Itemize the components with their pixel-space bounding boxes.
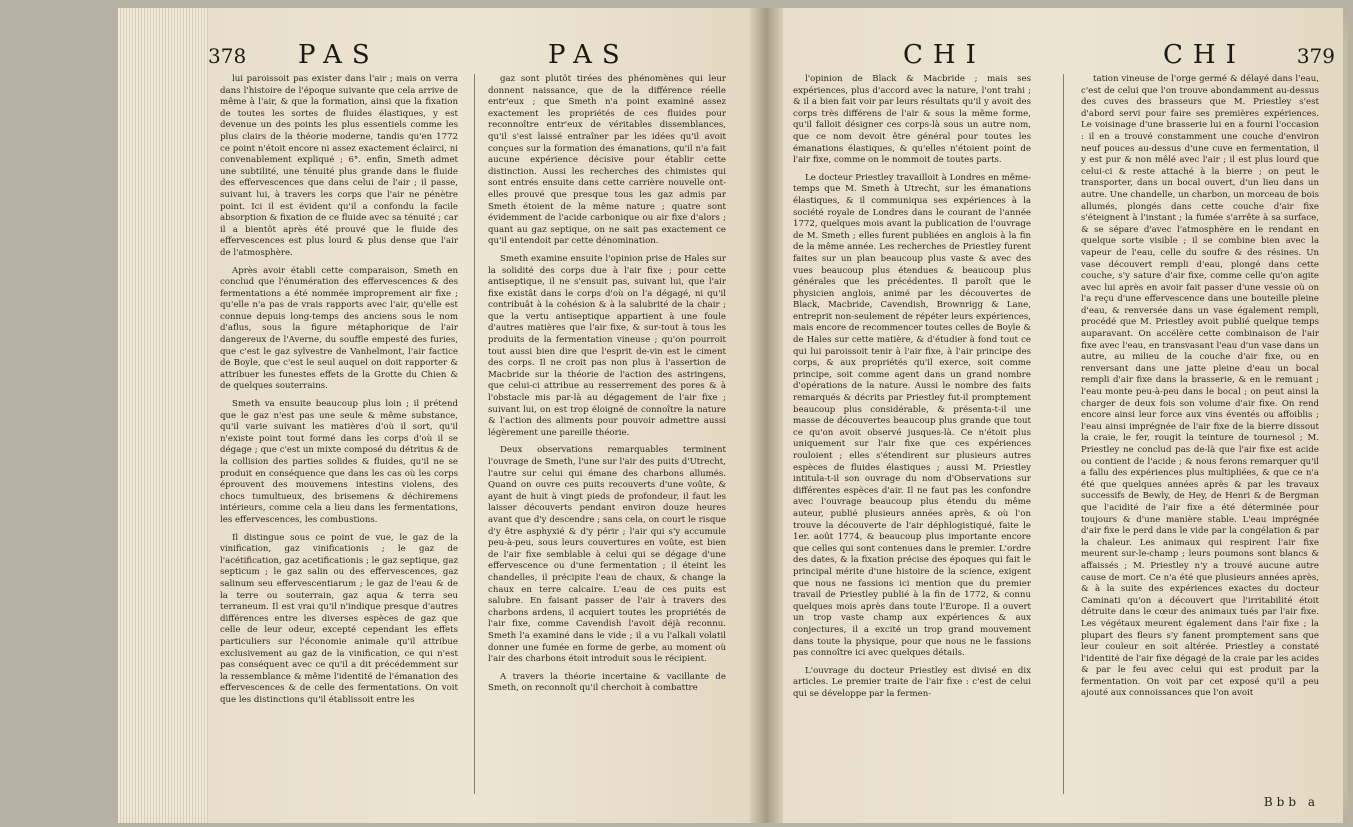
book-spread: [118, 8, 1348, 823]
column-rule: [474, 74, 475, 794]
paragraph: Le docteur Priestley travailloit à Londres en même-temps que M. Smeth à Utrecht, sur les émanations élastiques, & il communiqua ses expériences à la société royale de Londres dans le courant de l'année 1772, quelques mois avant la publication de l'ouvrage de M. Smeth ; elles furent publiées en anglois à la fin de la même année. Les recherches de Priestley furent faites sur un plan beaucoup plus vaste & avec des vues beaucoup plus étendues & beaucoup plus générales que les précédentes. Il paroît que le physicien anglois, animé par les découvertes de Black, Macbride, Cavendish, Brownrigg & Lane, entreprit non-seulement de répéter leurs expériences, mais encore de recommencer toutes celles de Boyle & de Hales sur cette matière, & d'étudier à fond tout ce qui lui paroissoit tenir à l'air fixe, à l'air principe des corps, & aux propriétés qu'il exerce, soit comme principe, soit comme agent dans un grand nombre d'opérations de la nature. Aussi le nombre des faits remarqués & décrits par Priestley fut-il promptement beaucoup plus considérable, & présenta-t-il une masse de découvertes beaucoup plus grande que tout ce qu'on avoit observé jusques-là. Ce n'étoit plus uniquement sur l'air fixe que ces expériences rouloient ; elles s'étendirent sur plusieurs autres espèces de fluides élastiques ; aussi M. Priestley intitula-t-il son ouvrage du nom d'Observations sur différentes espèces d'air. Il ne faut pas les confondre avec l'ouvrage beaucoup plus étendu du même auteur, publié plusieurs années après, & où l'on trouve la découverte de l'air déphlogistiqué, faite le 1er. août 1774, & beaucoup plus importante encore que celles qui sont contenues dans le premier. L'ordre des dates, & la fixation précise des époques qui fait le principal mérite d'une histoire de la science, exigent que nous ne fassions ici mention que du premier travail de Priestley publié à la fin de 1772, & connu quelques mois après dans toute l'Europe. Il a ouvert un trop vaste champ aux expériences & aux conjectures, il a excité un trop grand mouvement dans toute la physique, pour que nous ne le fassions pas connoître ici avec quelques détails.: [793, 172, 1031, 659]
right-page: [783, 8, 1343, 823]
paragraph: Après avoir établi cette comparaison, Smeth en conclud que l'énumération des effervescences & des fermentations a été nommée improprement air fixe ; qu'elle n'a pas de vrais rapports avec l'air, qu'elle est connue depuis long-temps des anciens sous le nom d'aflus, sous la figure métaphorique de l'air dangereux de l'Averne, du souffle empesté des furies, que c'est le gaz sylvestre de Vanhelmont, l'air factice de Boyle, que c'est le seul auquel on doit rapporter & attribuer les funestes effets de la Grotte du Chien & de quelques souterrains.: [220, 265, 458, 392]
paragraph: gaz sont plutôt tirées des phénomènes qui leur donnent naissance, que de la différence réelle entr'eux ; que Smeth n'a point examiné assez exactement les propriétés de ces fluides pour reconnoître entr'eux de véritables dissemblances, qu'il s'est laissé entraîner par les idées qu'il avoit conçues sur la formation des émanations, qu'il n'a fait aucune expérience décisive pour établir cette distinction. Aussi les recherches des chimistes qui sont entrés ensuite dans cette carrière nouvelle ont-elles prouvé que presque tous les gaz admis par Smeth étoient de la même nature ; quatre sont évidemment de l'acide carbonique ou air fixe d'alors ; quant au gaz septique, on ne sait pas exactement ce qu'il entendoit par cette dénomination.: [488, 74, 726, 247]
text-column-2: [488, 74, 726, 804]
running-head: PAS: [298, 40, 380, 70]
text-column-1: [793, 74, 1031, 804]
signature-mark: Bbb a: [1263, 795, 1319, 809]
paragraph: L'ouvrage du docteur Priestley est divisé en dix articles. Le premier traite de l'air fixe : c'est de celui qui se développe par la fermen-: [793, 665, 1031, 699]
left-page: [208, 8, 750, 823]
running-head: CHI: [1163, 40, 1246, 70]
paragraph: Il distingue sous ce point de vue, le gaz de la vinification, gaz vinificationis ; le gaz de l'acétification, gaz acetificationis ; le gaz septique, gaz septicum ; le gaz salin ou des effervescences, gaz salinum seu effervescentiarum ; le gaz de l'eau & de la terre ou souterrain, gaz aqua & terra seu terraneum. Il est vrai qu'il n'indique presque d'autres différences entre les diverses espèces de gaz que celle de leur odeur, excepté cependant les effets particuliers sur l'économie animale qu'il attribue exclusivement au gaz de la vinification, ce qui n'est pas conséquent avec ce qu'il a dit précédemment sur la ressemblance & même l'identité de l'émanation des effervescences & de celle des fermentations. On voit que les distinctions qu'il établissoit entre les: [220, 532, 458, 705]
text-column-1: [220, 74, 458, 804]
right-page-header: [783, 38, 1343, 70]
paragraph: Smeth va ensuite beaucoup plus loin ; il prétend que le gaz n'est pas une seule & même substance, qu'il varie suivant les matières d'où il sort, qu'il n'existe point tout formé dans les corps d'où il se dégage ; que c'est un mixte composé du détritus & de la collision des parties solides & fluides, qu'il ne se produit en conséquence que dans les cas où les corps éprouvent des mouvemens intestins violens, des chocs tumultueux, des brisemens & déchiremens intérieurs, comme cela a lieu dans les fermentations, les effervescences, les combustions.: [220, 399, 458, 525]
left-fore-edge: [118, 8, 208, 823]
running-head: CHI: [903, 40, 986, 70]
running-head: PAS: [548, 40, 630, 70]
paragraph: Smeth examine ensuite l'opinion prise de Hales sur la solidité des corps due à l'air fixe ; pour cette antiseptique, il ne s'ensuit pas, suivant lui, que l'air fixe existât dans le corps d'où on l'a dégagé, ni qu'il contribuât à la cohésion & à la salubrité de la chair ; que la vertu antiseptique appartient à une foule d'autres matières que l'air fixe, & sur-tout à tous les produits de la fermentation vineuse ; qu'on pourroit tout aussi bien dire que l'esprit de-vin est le ciment des corps. Il ne croit pas non plus à l'assertion de Macbride sur la théorie de l'action des astringens, que celui-ci attribue au resserrement des pores & à l'obstacle mis par-là au dégagement de l'air fixe ; suivant lui, on est trop éloigné de connoître la nature & l'action des aliments pour pouvoir admettre aussi légèrement une pareille théorie.: [488, 253, 726, 438]
left-page-header: [208, 38, 750, 70]
paragraph: tation vineuse de l'orge germé & délayé dans l'eau, c'est de celui que l'on trouve abondamment au-dessus des cuves des brasseurs que M. Priestley s'est d'abord servi pour faire ses premières expériences. Le voisinage d'une brasserie lui en a fourni l'occasion : il en a trouvé constamment une couche d'environ neuf pouces au-dessus d'une cuve en fermentation, il y est pur & non mêlé avec l'air ; il est plus lourd que celui-ci & reste attaché à la bierre ; on peut le transporter, dans un bocal ouvert, d'un lieu dans un autre. Une chandelle, un charbon, un morceau de bois allumés, plongés dans cette couche d'air fixe s'éteignent à l'instant ; la fumée s'arrête à sa surface, & se sépare d'avec l'atmosphère en le rendant en quelque sorte visible ; il se combine bien avec la vapeur de l'eau, celle du soufre & des résines. Un vase découvert rempli d'eau, plongé dans cette couche, s'y sature d'air fixe, comme celle qu'on agite avec lui après en avoir fait passer d'une vessie où on l'a reçu d'une effervescence dans une bouteille pleine d'eau, & renversée dans un vase également rempli, procédé que M. Priestley avoit publié quelque temps auparavant. On accélère cette combinaison de l'air fixe avec l'eau, en transvasant l'eau d'un vase dans un autre, au milieu de la couche d'air fixe, ou en renversant dans une jatte pleine d'eau un bocal rempli d'air fixe dans la brasserie, & en le remuant ; l'eau monte peu-à-peu dans le bocal ; on peut ainsi la charger de deux fois son volume d'air fixe. On rend encore ainsi leur force aux vins éventés ou affoiblis ; l'eau ainsi imprégnée de l'air fixe de la bierre dissout la craie, le fer, rougit la teinture de tournesol ; M. Priestley ne conclud pas de-là que l'air fixe est acide ou contient de l'acide ; & nous ferons remarquer qu'il a fallu des expériences plus multipliées, & que ce n'a été que quelques années après & par les travaux successifs de Bewly, de Hey, de Henri & de Bergman que l'acidité de l'air fixe a été déterminée pour toujours & d'une manière stable. L'eau imprégnée d'air fixe le perd dans le vide par la congélation & par la chaleur. Les animaux qui respirent l'air fixe meurent sur-le-champ ; leurs poumons sont blancs & affaissés ; M. Priestley n'y a trouvé aucune autre cause de mort. Ce n'a été que plusieurs années après, & à la suite des expériences exactes du docteur Caminati qu'on a découvert que l'irritabilité étoit détruite dans le cœur des animaux tués par l'air fixe. Les végétaux meurent également dans l'air fixe ; la plupart des fleurs s'y fanent promptement sans que leur couleur en soit altérée. Priestley a constaté l'identité de l'air fixe dégagé de la craie par les acides & par le feu avec celui qui est produit par la fermentation. On voit par cet exposé qu'il a peu ajouté aux connoissances que l'on avoit: [1081, 74, 1319, 699]
paragraph: lui paroissoit pas exister dans l'air ; mais on verra dans l'histoire de l'époque suivante que cela arrive de même à l'air, & que la formation, ainsi que la fixation de toutes les sortes de fluides élastiques, y est devenue un des points les plus essentiels comme les plus clairs de la théorie moderne, tandis qu'en 1772 ce point n'étoit encore ni assez exactement éclairci, ni convenablement expliqué ; 6°. enfin, Smeth admet une subtilité, une ténuité plus grande dans le fluide des effervescences que dans celui de l'air ; il passe, suivant lui, à travers les corps que l'air ne pénètre point. Ici il est évident qu'il a confondu la facile absorption & fixation de ce fluide avec sa ténuité ; car il a bientôt après été prouvé que le fluide des effervescences est plus lourd & plus dense que l'air de l'atmosphère.: [220, 74, 458, 258]
page-number: 379: [1296, 44, 1335, 68]
paragraph: A travers la théorie incertaine & vacillante de Smeth, on reconnoît qu'il cherchoit à combattre: [488, 671, 726, 694]
page-number: 378: [208, 44, 247, 68]
paragraph: Deux observations remarquables terminent l'ouvrage de Smeth, l'une sur l'air des puits d'Utrecht, l'autre sur celui qui émane des charbons allumés. Quand on ouvre ces puits recouverts d'une voûte, & ayant de huit à vingt pieds de profondeur, il faut les laisser découverts pendant environ douze heures avant que d'y descendre ; sans cela, on court le risque d'y être asphyxié & d'y périr ; l'air qui s'y accumule peu-à-peu, sous leurs couvertures en voûte, est bien de l'air fixe semblable à celui qui se dégage d'une effervescence ou d'une fermentation ; il éteint les chandelles, il précipite l'eau de chaux, & change la chaux en terre calcaire. L'eau de ces puits est salubre. En faisant passer de l'air à travers des charbons ardens, il acquiert toutes les propriétés de l'air fixe, comme Cavendish l'avoit déjà reconnu. Smeth l'a examiné dans le vide ; il a vu l'alkali volatil donner une fumée en forme de gerbe, au moment où l'air des charbons étoit introduit sous le récipient.: [488, 445, 726, 665]
text-column-2: [1081, 74, 1319, 804]
column-rule: [1063, 74, 1064, 794]
book-gutter: [750, 8, 783, 823]
paragraph: l'opinion de Black & Macbride ; mais ses expériences, plus d'accord avec la nature, l'ont trahi ; & il a bien fait voir par leurs résultats qu'il y avoit des corps très différens de l'air & sous la même forme, qu'il falloit désigner ces corps-là sous un autre nom, que ce nom devoit être général pour toutes les émanations élastiques, & qu'elles n'étoient point de l'air fixe, comme on le nommoit de toutes parts.: [793, 74, 1031, 166]
